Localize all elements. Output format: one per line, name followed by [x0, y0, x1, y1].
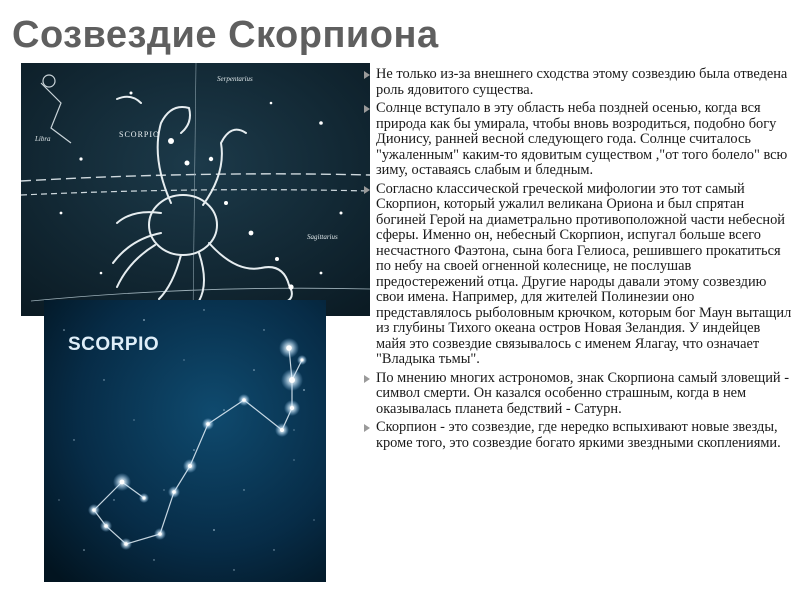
paragraph-2: Солнце вступало в эту область неба поздней осенью, когда вся природа как бы умирала, чтобы вновь возродиться, подобно богу Дионису, ранней весной следующего года. Солнце считалось "ужаленным" каким-то ядовитым существом ,"от того болело" всю зиму, оставаясь слабым и бледным. — [364, 101, 792, 179]
slide-title: Созвездие Скорпиона — [12, 14, 439, 56]
atlas-label-sagittarius: Sagittarius — [307, 233, 338, 241]
atlas-label-libra: Libra — [35, 135, 51, 143]
scorpio-constellation-photo — [44, 300, 326, 582]
paragraph-1: Не только из-за внешнего сходства этому созвездию была отведена роль ядовитого существа. — [364, 67, 792, 98]
atlas-label-serpentarius: Serpentarius — [217, 75, 253, 83]
text-column — [364, 67, 792, 454]
paragraph-3: Согласно классической греческой мифологии это тот самый Скорпион, который ужалил великана Ориона и был спрятан богиней Герой на диаметрально противоположной части небесной сферы. Именно он, небесный Скорпион, испугал больше всего несчастного Фаэтона, сына бога Гелиоса, решившего прокатиться по небу на своей огненной колеснице, не послушав предостережений отца. Другие народы давали этому созвездию свои имена. Например, для жителей Полинезии оно представлялось рыболовным крючком, которым бог Маун вытащил из глубины Тихого океана остров Новая Зеландия. У индейцев майя это созвездие связывалось с именем Ялагау, что означает "Владыка тьмы". — [364, 182, 792, 368]
atlas-label-scorpio: SCORPIO — [119, 130, 160, 139]
paragraph-5: Скорпион - это созвездие, где нередко вспыхивают новые звезды, кроме того, это созвездие богато яркими звездными скоплениями. — [364, 420, 792, 451]
scorpio-star-atlas-image — [21, 63, 370, 316]
paragraph-4: По мнению многих астрономов, знак Скорпиона самый зловещий - символ смерти. Он казался особенно страшным, когда в нем оказывалась планета бедствий - Сатурн. — [364, 371, 792, 418]
photo-label-scorpio: SCORPIO — [68, 334, 160, 355]
